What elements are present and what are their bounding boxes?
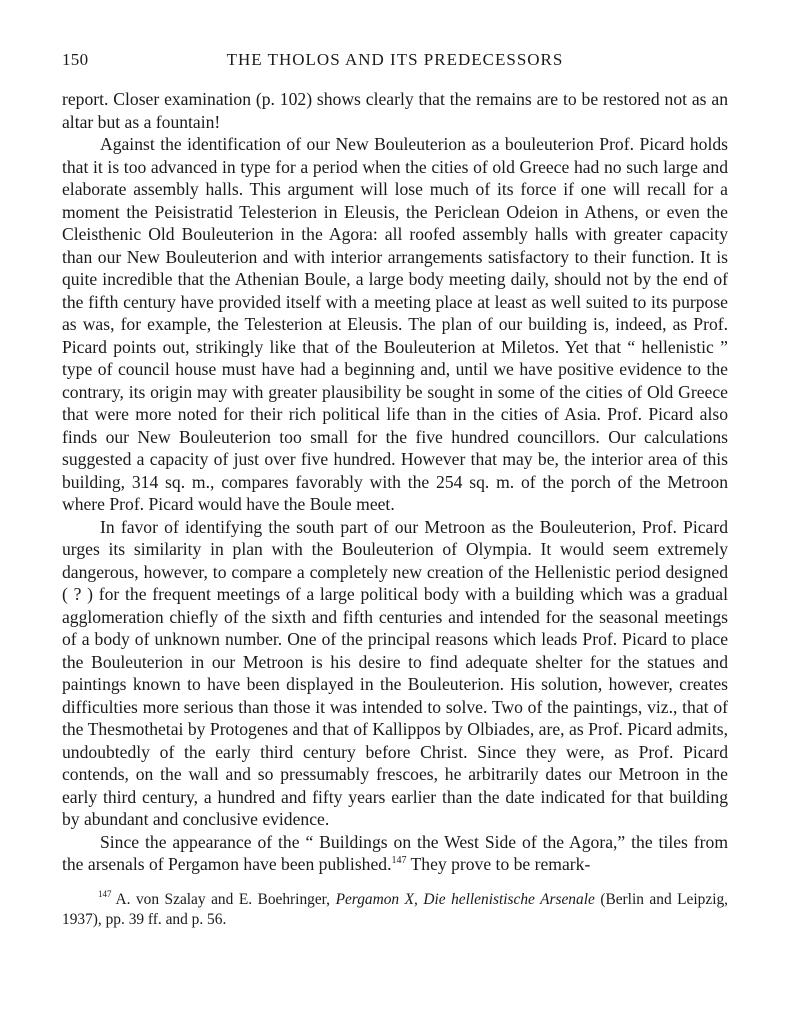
paragraph-4-text-before-ref: Since the appearance of the “ Buildings on the West Side of the Agora,” the tiles from the arsenals of Pergamon have been published. [62,831,728,874]
page [62,50,728,930]
body-text [62,88,728,876]
paragraph-3: In favor of identifying the south part of our Metroon as the Bouleuterion, Prof. Picard urges its similarity in plan with the Bouleuterion of Olympia. It would seem extremely dangerous, however, to compare a completely new creation of the Hellenistic period designed ( ? ) for the frequent meetings of a large political body with a building which was a gradual agglomeration chiefly of the sixth and fifth centuries and intended for the seasonal meetings of a body of unknown number. One of the principal reasons which leads Prof. Picard to place the Bouleuterion in our Metroon is his desire to find adequate shelter for the statues and paintings known to have been displayed in the Bouleuterion. His solution, however, creates difficulties more serious than those it was intended to solve. Two of the paintings, viz., that of the Thesmothetai by Protogenes and that of Kallippos by Olbiades, are, as Prof. Picard admits, undoubtedly of the early third century before Christ. Since they were, as Prof. Picard contends, on the wall and so pressumably frescoes, he arbitrarily dates our Metroon in the early third century, a hundred and fifty years earlier than the date indicated for that building by abundant and conclusive evidence. [62,516,728,829]
running-head [62,50,728,78]
paragraph-2: Against the identification of our New Bouleuterion as a bouleuterion Prof. Picard holds that it is too advanced in type for a period when the cities of old Greece had no such large and elaborate assembly halls. This argument will lose much of its force if one will recall for a moment the Peisistratid Telesterion in Eleusis, the Periclean Odeion in Athens, or even the Cleisthenic Old Bouleuterion in the Agora: all roofed assembly halls with greater capacity than our New Bouleuterion and with interior arrangements satisfactory to their function. It is quite incredible that the Athenian Boule, a large body meeting daily, should not by the end of the fifth century have provided itself with a meeting place at least as well suited to its purpose as was, for example, the Telesterion at Eleusis. The plan of our building is, indeed, as Prof. Picard points out, strikingly like that of the Bouleuterion at Miletos. Yet that “ hellenistic ” type of council house must have had a beginning and, until we have positive evidence to the contrary, its origin may with greater plausibility be sought in some of the cities of Old Greece that were more noted for their rich political life than in the cities of Asia. Prof. Picard also finds our New Bouleuterion too small for the five hundred councillors. Our calculations suggested a capacity of just over five hundred. However that may be, the interior area of this building, 314 sq. m., compares favorably with the 254 sq. m. of the porch of the Metroon where Prof. Picard would have the Boule meet. [62,134,728,514]
footnote-147 [62,890,728,930]
footnote-number: 147 [98,889,112,900]
paragraph-1: report. Closer examination (p. 102) shows clearly that the remains are to be restored not as an altar but as a fountain! [62,89,728,132]
footnote-rest: (Berlin and Leipzig, 1937), pp. 39 ff. and p. 56. [62,890,729,928]
footnote-reference[interactable]: 147 [391,855,407,867]
footnote-authors: A. von Szalay and E. Boehringer, [115,890,331,908]
running-title: THE THOLOS AND ITS PREDECESSORS [226,50,564,69]
paragraph-4 [62,831,728,876]
page-number: 150 [62,50,89,69]
footnote-title: Pergamon X, Die hellenistische Arsenale [335,890,595,908]
paragraph-4-text-after-ref: They prove to be remark- [406,854,591,874]
footnotes [62,890,728,930]
